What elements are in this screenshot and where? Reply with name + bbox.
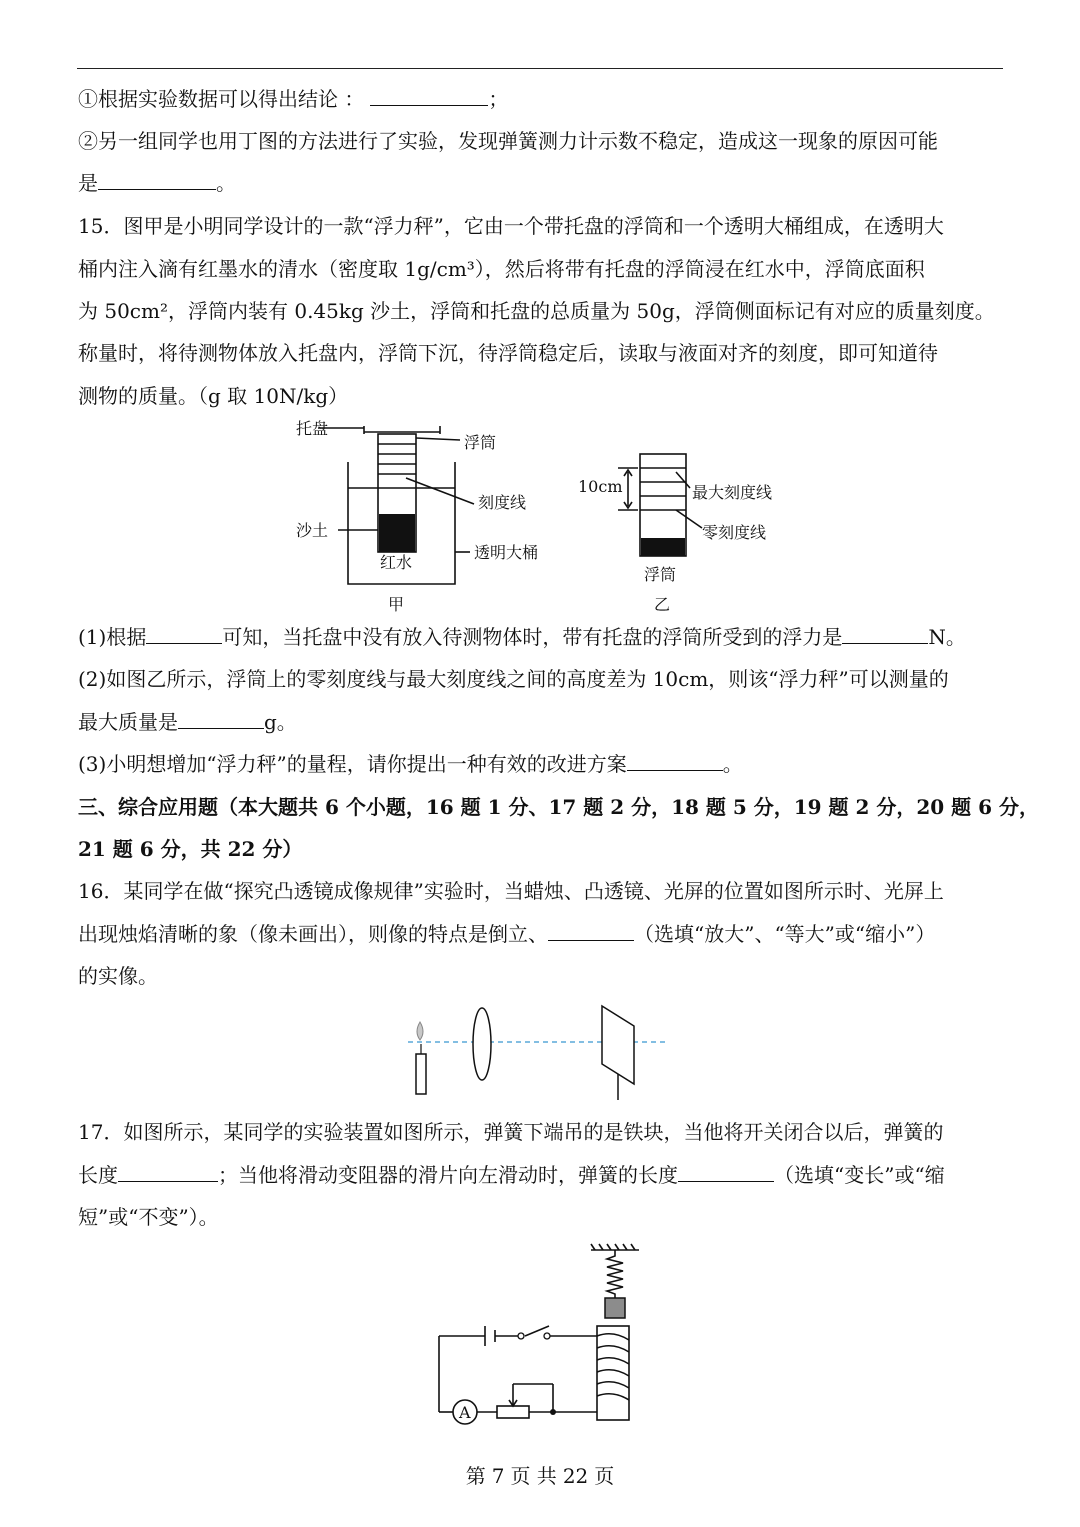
q15-line1: 15．图甲是小明同学设计的一款“浮力秤”，它由一个带托盘的浮筒和一个透明大桶组成，在透明大	[78, 214, 944, 238]
candle-icon	[416, 1022, 426, 1094]
label-sand: 沙土	[296, 521, 329, 540]
q14-sub1: ①根据实验数据可以得出结论 ： ；	[78, 87, 509, 111]
answer-blank[interactable]	[118, 1162, 218, 1182]
q15-part2-line1: (2)如图乙所示，浮筒上的零刻度线与最大刻度线之间的高度差为 10cm，则该“浮力秤”可以测量的	[78, 667, 949, 691]
q14-sub2-line1: ②另一组同学也用丁图的方法进行了实验，发现弹簧测力计示数不稳定，造成这一现象的原因可能	[78, 129, 938, 153]
answer-blank[interactable]	[178, 709, 264, 729]
q15-line5: 测物的质量。（g 取 10N/kg）	[78, 384, 349, 408]
light-screen-icon	[602, 1006, 634, 1100]
q16-line2: 出现烛焰清晰的象（像未画出），则像的特点是倒立、 （选填“放大”、“等大”或“缩小”）	[78, 922, 936, 946]
answer-blank[interactable]	[370, 86, 488, 106]
ammeter-label: A	[459, 1403, 471, 1422]
q15-part1: (1)根据 可知，当托盘中没有放入待测物体时，带有托盘的浮筒所受到的浮力是 N。	[78, 625, 966, 649]
label-tube: 浮筒	[464, 433, 497, 452]
total-pages: 22	[562, 1464, 589, 1488]
q17-line2: 长度 ；当他将滑动变阻器的滑片向左滑动时，弹簧的长度 （选填“变长”或“缩	[78, 1163, 945, 1187]
label-tube: 浮筒	[644, 565, 677, 584]
header-rule	[77, 68, 1003, 69]
spring-icon	[607, 1250, 623, 1298]
q16-line3: 的实像。	[78, 964, 158, 988]
answer-blank[interactable]	[842, 624, 928, 644]
q15-line3: 为 50cm²，浮筒内装有 0.45kg 沙土，浮筒和托盘的总质量为 50g，浮筒侧面标记有对应的质量刻度。	[78, 299, 995, 323]
section3-title-line2: 21 题 6 分，共 22 分）	[78, 837, 303, 861]
answer-blank[interactable]	[98, 170, 216, 190]
caption-jia: 甲	[388, 595, 405, 614]
q14-sub2-line2: 是 。	[78, 171, 236, 195]
answer-blank[interactable]	[678, 1162, 774, 1182]
q15-line4: 称量时，将待测物体放入托盘内，浮筒下沉，待浮筒稳定后，读取与液面对齐的刻度，即可知道待	[78, 341, 938, 365]
label-height: 10cm	[578, 477, 623, 496]
electromagnet-circuit-figure	[425, 1240, 655, 1430]
iron-block-icon	[605, 1298, 625, 1318]
label-water: 红水	[380, 553, 413, 572]
convex-lens-icon	[473, 1008, 491, 1080]
sand-fill	[379, 514, 415, 552]
label-tray: 托盘	[296, 419, 329, 438]
label-zero-scale: 零刻度线	[702, 523, 767, 542]
page-footer: 第 7 页 共 22 页	[465, 1464, 615, 1488]
label-bucket: 透明大桶	[474, 543, 539, 562]
q15-part3: (3)小明想增加“浮力秤”的量程，请你提出一种有效的改进方案 。	[78, 752, 743, 776]
q17-line1: 17．如图所示，某同学的实验装置如图所示，弹簧下端吊的是铁块，当他将开关闭合以后，弹簧的	[78, 1120, 944, 1144]
lens-experiment-figure	[400, 1000, 680, 1105]
sand-fill	[641, 538, 685, 556]
section3-title-line1: 三、综合应用题（本大题共 6 个小题，16 题 1 分、17 题 2 分，18 题 5 分，19 题 2 分，20 题 6 分，	[78, 795, 1040, 819]
answer-blank[interactable]	[146, 624, 222, 644]
page-number: 7	[491, 1464, 505, 1488]
label-scale: 刻度线	[478, 493, 527, 512]
float-scale-figure	[280, 412, 800, 617]
ammeter-icon	[453, 1400, 477, 1424]
q17-line3: 短”或“不变”）。	[78, 1205, 219, 1229]
q16-line1: 16．某同学在做“探究凸透镜成像规律”实验时，当蜡烛、凸透镜、光屏的位置如图所示时、光屏上	[78, 879, 944, 903]
caption-yi: 乙	[654, 595, 671, 614]
q15-part2-line2: 最大质量是 g。	[78, 710, 297, 734]
q15-line2: 桶内注入滴有红墨水的清水（密度取 1g/cm³），然后将带有托盘的浮筒浸在红水中，浮筒底面积	[78, 257, 925, 281]
answer-blank[interactable]	[627, 751, 723, 771]
label-max-scale: 最大刻度线	[692, 483, 773, 502]
answer-blank[interactable]	[548, 921, 634, 941]
